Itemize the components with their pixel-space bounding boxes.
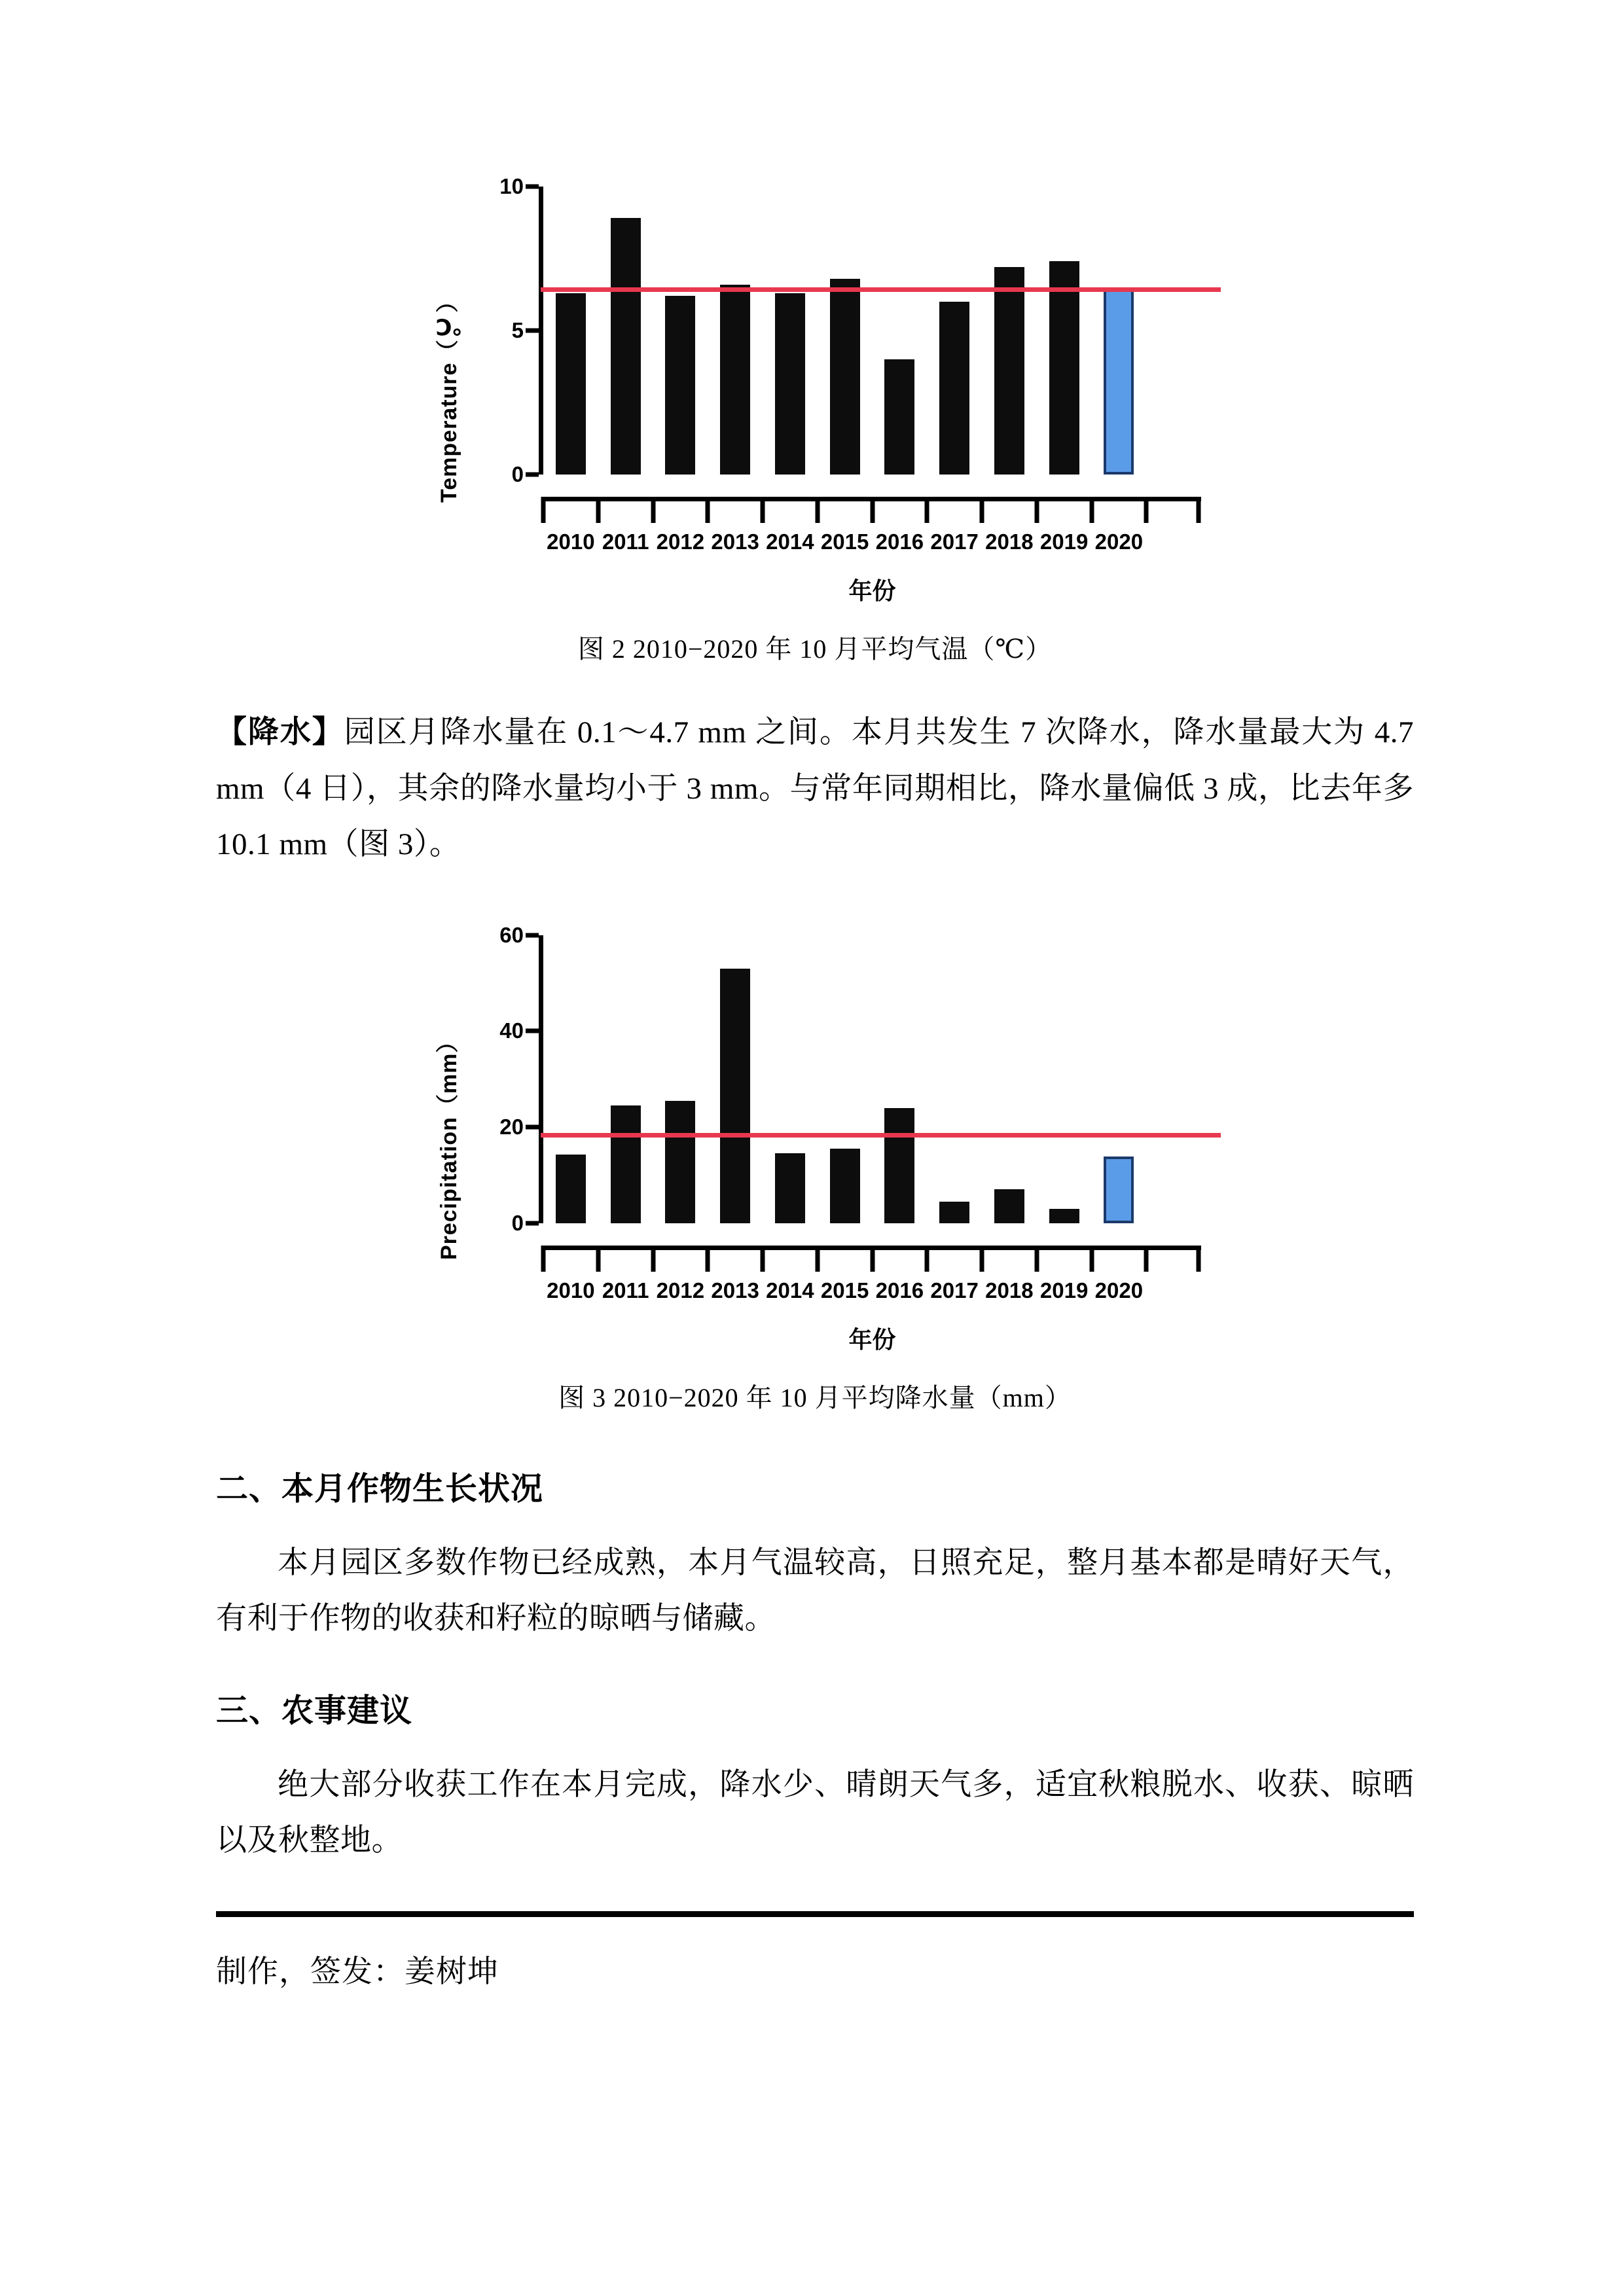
temperature-x-axis [543,497,1201,526]
precipitation-bar-slot [873,935,928,1223]
temperature-x-label: 2018 [985,529,1034,554]
precipitation-x-tick [1089,1246,1094,1272]
precipitation-x-tick [1144,1246,1149,1272]
temperature-x-label: 2015 [820,529,869,554]
precipitation-y-tick-mark [526,1221,539,1225]
temperature-x-tick [651,497,655,523]
precipitation-bar [775,1153,805,1223]
precipitation-y-axis-line [539,935,543,1223]
temperature-x-tick [870,497,875,523]
temperature-y-axis [465,174,543,486]
temperature-bar [1049,261,1079,475]
precipitation-y-tick-label: 20 [499,1114,524,1139]
crop-growth-paragraph: 本月园区多数作物已经成熟，本月气温较高，日照充足，整月基本都是晴好天气，有利于作物的收获和籽粒的晾晒与储藏。 [216,1545,1414,1636]
temperature-plot-column [543,187,1201,606]
temperature-x-label: 2011 [602,529,649,554]
precipitation-x-tick [706,1246,710,1272]
advice-paragraph: 绝大部分收获工作在本月完成，降水少、晴朗天气多，适宜秋粮脱水、收获、晾晒以及秋整地。 [216,1767,1414,1858]
precipitation-bar-slot [927,935,982,1223]
precipitation-x-axis-title: 年份 [848,1325,896,1353]
temperature-y-tick-label: 10 [499,174,524,198]
precipitation-bar-slot [982,935,1037,1223]
temperature-bar-slot [982,187,1037,475]
temperature-bar-slot [708,187,763,475]
temperature-bar-slot [1037,187,1092,475]
temperature-bars [543,187,1201,475]
temperature-bar [556,293,586,475]
precipitation-bar [1104,1157,1134,1223]
precipitation-plot [543,935,1201,1223]
figure-3-caption: 图 3 2010−2020 年 10 月平均降水量（mm） [558,1382,1072,1412]
precipitation-x-tick [761,1246,765,1272]
temperature-x-labels [543,529,1201,564]
temperature-x-label: 2017 [930,529,979,554]
precipitation-bar [556,1155,586,1223]
precipitation-bar [884,1108,914,1223]
precipitation-x-label: 2013 [711,1278,759,1302]
temperature-x-label: 2013 [711,529,759,554]
temperature-x-axis-title: 年份 [848,577,896,604]
figure-temperature [216,174,1414,666]
footer-signature: 制作，签发：姜树坤 [216,1954,499,1989]
temperature-x-tick [706,497,710,523]
temperature-x-label: 2020 [1094,529,1144,554]
temperature-bar [720,285,750,475]
precipitation-bar [1049,1209,1079,1223]
precipitation-y-tick-label: 0 [511,1210,524,1235]
temperature-bar-slot [543,187,598,475]
temperature-x-tick [1089,497,1094,523]
precipitation-plot-column [543,935,1201,1355]
precipitation-y-tick-label: 40 [499,1018,524,1043]
precipitation-bar-slot [543,935,598,1223]
precipitation-x-tick [651,1246,655,1272]
precipitation-y-tick-mark [526,933,539,937]
precipitation-chart-area [429,922,1201,1355]
temperature-x-label: 2016 [875,529,924,554]
precipitation-x-tick [925,1246,929,1272]
precipitation-x-tick [596,1246,600,1272]
temperature-x-tick [815,497,820,523]
temperature-y-tick-mark [526,329,539,333]
temperature-bar [1104,287,1134,475]
temperature-bar-slot [873,187,928,475]
temperature-bar [994,267,1024,475]
temperature-x-tick [761,497,765,523]
precipitation-x-tick [541,1246,546,1272]
precipitation-x-tick [870,1246,875,1272]
footer-divider [216,1911,1414,1917]
temperature-x-tick [980,497,984,523]
heading-section-three: 三、农事建议 [216,1692,413,1729]
heading-section-two: 二、本月作物生长状况 [216,1470,544,1507]
precipitation-y-tick-mark [526,1124,539,1129]
precipitation-x-label: 2015 [820,1278,869,1302]
temperature-y-tick-mark [526,473,539,477]
temperature-bar-slot [598,187,653,475]
precipitation-bar [720,969,750,1223]
temperature-y-tick-label: 5 [511,318,524,342]
temperature-reference-line [541,287,1221,292]
temperature-bar [665,296,695,475]
precipitation-paragraph [216,705,1414,873]
precipitation-chart [429,922,1201,1355]
precipitation-reference-line [541,1133,1221,1138]
figure-2-caption: 图 2 2010−2020 年 10 月平均气温（℃） [577,634,1053,664]
precipitation-x-axis [543,1246,1201,1274]
precipitation-x-label: 2018 [985,1278,1034,1302]
temperature-y-tick-label: 0 [511,462,524,486]
temperature-x-label: 2010 [547,529,595,554]
temperature-bar [939,302,969,475]
temperature-bar-slot [927,187,982,475]
temperature-x-tick [1034,497,1039,523]
precipitation-bar-slot [653,935,708,1223]
precipitation-bar-slot [708,935,763,1223]
temperature-x-tick [1197,497,1201,523]
temperature-bar-slot [653,187,708,475]
precipitation-y-axis [465,922,543,1235]
precipitation-x-label: 2014 [766,1278,814,1302]
precipitation-bar [994,1189,1024,1223]
precipitation-x-tick [980,1246,984,1272]
precipitation-x-label: 2017 [930,1278,979,1302]
precipitation-bars [543,935,1201,1223]
precipitation-x-tick [1197,1246,1201,1272]
precipitation-bar-slot [1037,935,1092,1223]
temperature-bar [884,359,914,475]
precipitation-x-label: 2016 [875,1278,924,1302]
temperature-x-tick [596,497,600,523]
precipitation-bar-slot [1092,935,1147,1223]
precipitation-bar-slot [598,935,653,1223]
precipitation-body-text: 园区月降水量在 0.1～4.7 mm 之间。本月共发生 7 次降水，降水量最大为 4.7 mm（4 日），其余的降水量均小于 3 mm。与常年同期相比，降水量偏低 3 成，比去年多 10.1 mm（图 3）。 [216,715,1415,862]
precipitation-x-label: 2010 [547,1278,595,1302]
precipitation-y-axis-title: Precipitation（mm） [437,1030,461,1260]
precipitation-x-label: 2011 [602,1278,649,1302]
temperature-y-axis-line [539,187,543,475]
temperature-chart [429,174,1201,606]
precipitation-bar-slot [763,935,818,1223]
temperature-x-tick [541,497,546,523]
precipitation-y-tick-label: 60 [499,922,524,947]
temperature-bar-slot [818,187,873,475]
temperature-x-label: 2019 [1039,529,1089,554]
temperature-y-tick-mark [526,185,539,189]
temperature-bar [775,293,805,475]
precipitation-x-tick [815,1246,820,1272]
temperature-bar-slot [1092,187,1147,475]
precipitation-x-labels [543,1278,1201,1312]
temperature-plot [543,187,1201,475]
precipitation-x-tick [1034,1246,1039,1272]
precipitation-bar [939,1202,969,1223]
precipitation-y-tick-mark [526,1029,539,1033]
temperature-chart-area [429,174,1201,606]
precipitation-bar [830,1149,860,1223]
precipitation-x-label: 2019 [1039,1278,1089,1302]
temperature-x-tick [925,497,929,523]
figure-precipitation [216,922,1414,1414]
precipitation-x-label: 2012 [656,1278,705,1302]
temperature-x-label: 2012 [656,529,705,554]
precipitation-bar-slot [818,935,873,1223]
precipitation-lead-label: 【降水】 [216,715,344,749]
temperature-x-tick [1144,497,1149,523]
temperature-y-axis-title: Temperature（℃） [437,289,461,503]
temperature-bar [611,218,641,475]
precipitation-x-label: 2020 [1094,1278,1144,1302]
temperature-x-label: 2014 [766,529,814,554]
temperature-bar-slot [763,187,818,475]
precipitation-bar [611,1105,641,1223]
page-content [216,0,1414,1991]
precipitation-bar [665,1101,695,1223]
temperature-bar [830,279,860,475]
